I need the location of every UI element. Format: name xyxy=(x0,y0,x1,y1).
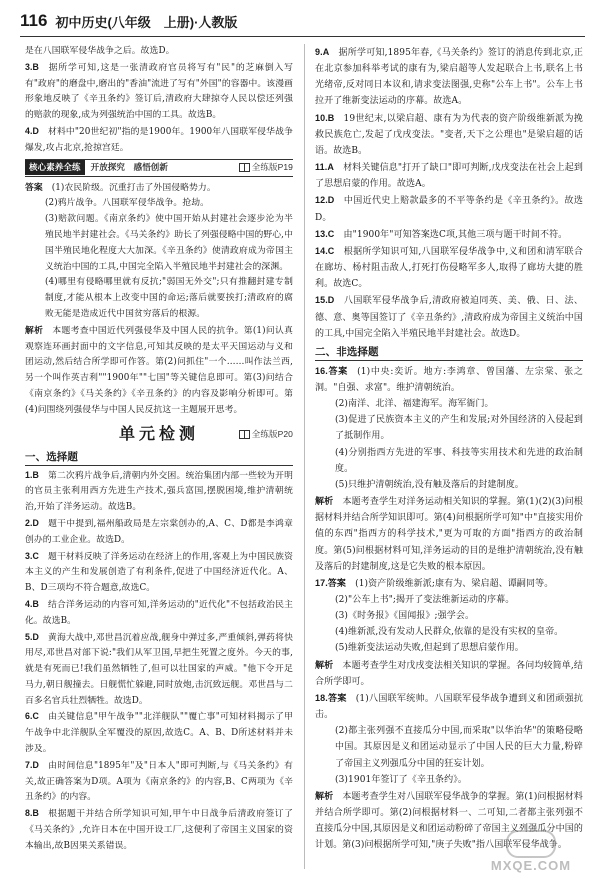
item-text: 题干材料反映了洋务运动在经济上的作用,客观上为中国民族资本主义的产生和发展创造了有利条件,促进了中国经济近代化。A、B、D三项均不符合题意,故选C。 xyxy=(25,551,293,594)
answer-item xyxy=(25,180,293,197)
watermark-logo-icon xyxy=(506,830,556,858)
item-number: 17.答案 xyxy=(315,577,347,588)
item-text: 材料关键信息"打开了缺口"即可判断,戊戌变法在社会上起到了思想启蒙的作用。故选A。 xyxy=(315,163,583,190)
item-text: (1)资产阶级维新派;康有为、梁启超、谭嗣同等。 xyxy=(355,578,554,589)
item-text: 据所学可知,这是一张清政府官员将写有"民"的芝麻倒入写有"政府"的磨盘中,磨出的"香油"流进了写有"外国"的容器中。该漫画形象地反映了《辛丑条约》签订后,清政府大肆掠夺人民以偿还列强的赔款的现象,成为列强统治中国的工具。故选B。 xyxy=(25,62,293,121)
banner-subtitle: 开放探究 感悟创新 xyxy=(90,161,169,172)
header-rule xyxy=(20,36,585,37)
left-column xyxy=(25,44,293,855)
item-number: 15.D xyxy=(315,295,335,306)
item-number: 3.B xyxy=(25,61,39,72)
item-text: 是在八国联军侵华战争之后。故选D。 xyxy=(25,46,175,56)
item-number: 6.C xyxy=(25,711,39,722)
item-number: 解析 xyxy=(315,496,334,507)
answer-item xyxy=(25,124,293,157)
answer-item xyxy=(25,323,293,419)
item-text: (3)1901年签订了《辛丑条约》。 xyxy=(335,774,467,785)
watermark xyxy=(476,829,586,873)
answer-item xyxy=(315,292,583,341)
answer-item xyxy=(25,758,293,806)
item-number: 5.D xyxy=(25,631,39,642)
item-text: (4)维新派,没有发动人民群众,依靠的是没有实权的皇帝。 xyxy=(335,627,564,638)
answer-item xyxy=(315,159,583,192)
item-number: 2.D xyxy=(25,517,39,528)
answer-item xyxy=(315,493,583,575)
item-text: 本题考查学生对八国联军侵华战争的掌握。第(1)问根据材料并结合所学即可。第(2)问根据材料一、二可知,二者都主张列强不直接瓜分中国,其原因是义和团运动粉碎了帝国主义列强瓜分中国的计划。第(3)问根据所学可知,"庚子失败"指八国联军侵华战争。 xyxy=(315,791,583,851)
item-number: 4.B xyxy=(25,598,39,609)
answer-item xyxy=(315,110,583,159)
answer-item xyxy=(315,192,583,225)
item-text: (5)只维护清朝统治,没有触及落后的封建制度。 xyxy=(335,479,524,490)
item-text: (2)鸦片战争。八国联军侵华战争。抢劫。 xyxy=(45,198,210,209)
answer-item xyxy=(315,690,583,723)
item-text: 由时间信息"1895年"及"日本人"即可判断,与《马关条约》有关,故正确答案为D项。A项为《南京条约》的内容,B、C两项为《辛丑条约》的内容。 xyxy=(25,760,293,803)
core-literacy-banner xyxy=(25,159,293,177)
banner-ref-text: 全练版P19 xyxy=(251,161,293,172)
unit-ref-text: 全练版P20 xyxy=(251,428,293,439)
item-text: (4)分别指西方先进的军事、科技等实用技术和先进的政治制度。 xyxy=(335,447,583,474)
item-number: 答案 xyxy=(25,181,43,192)
answer-item xyxy=(25,275,293,322)
item-number: 1.B xyxy=(25,469,39,480)
answer-item xyxy=(315,363,583,396)
answer-item xyxy=(315,723,583,771)
item-number: 12.D xyxy=(315,195,335,206)
item-number: 18.答案 xyxy=(315,692,347,703)
book-icon xyxy=(239,163,250,172)
item-text: 题干中提到,福州船政局是左宗棠创办的,A、C、D都是李鸿章创办的工业企业。故选D。 xyxy=(25,518,293,545)
item-number: 11.A xyxy=(315,162,334,173)
page-header xyxy=(20,6,585,36)
answer-item xyxy=(315,396,583,412)
item-text: 根据所学知识可知,八国联军侵华战争中,义和团和清军联合在廊坊、杨村阻击敌人,打死打伤侵略军多人,取得了廊坊大捷的胜利。故选C。 xyxy=(315,246,583,290)
choice-answers-left xyxy=(25,468,293,855)
item-text: (2)南洋、北洋、福建海军。海军衙门。 xyxy=(335,399,494,410)
item-number: 13.C xyxy=(315,228,335,239)
item-text: 中国近代史上赔款最多的不平等条约是《辛丑条约》。故选D。 xyxy=(315,196,583,223)
item-text: (2)"公车上书";揭开了变法维新运动的序幕。 xyxy=(335,595,515,605)
answer-item xyxy=(315,243,583,292)
answer-item xyxy=(315,44,583,110)
section-heading-choice: 一、选择题 xyxy=(25,449,293,466)
item-text: 由"1900年"可知答案选C项,其他三项与题干时间不符。 xyxy=(343,229,568,240)
item-number: 14.C xyxy=(315,245,335,256)
answer-item xyxy=(315,592,583,608)
answer-item xyxy=(315,772,583,788)
core-literacy-answer xyxy=(25,180,293,419)
answer-item xyxy=(25,709,293,757)
banner-reference xyxy=(239,160,293,176)
answer-item xyxy=(25,60,293,124)
item-text: 结合洋务运动的内容可知,洋务运动的"近代化"不包括政治民主化。故选B。 xyxy=(25,599,293,626)
item-number: 解析 xyxy=(25,324,44,335)
item-number: 8.B xyxy=(25,808,39,819)
book-title: 初中历史(八年级 上册)·人教版 xyxy=(55,14,238,30)
answer-item xyxy=(25,806,293,854)
item-number: 7.D xyxy=(25,759,39,770)
answer-item xyxy=(25,212,293,275)
item-text: 根据题干并结合所学知识可知,甲午中日战争后清政府签订了《马关条约》,允许日本在中国开设工厂,这便利了帝国主义国家的资本输出,故B因果关系错误。 xyxy=(25,809,293,851)
item-text: (3)《时务报》《国闻报》;强学会。 xyxy=(335,611,475,622)
item-text: 第二次鸦片战争后,清朝内外交困。统治集团内部一些较为开明的官员主张利用西方先进生产技术,强兵富国,摆脱困境,维护清朝统治,开始了洋务运动。故选B。 xyxy=(25,470,293,513)
item-text: (5)维新变法运动失败,但起到了思想启蒙作用。 xyxy=(335,643,524,654)
item-text: (1)农民阶级。沉重打击了外国侵略势力。 xyxy=(51,182,216,193)
answer-item xyxy=(25,630,293,710)
item-text: (3)促进了民族资本主义的产生和发展;对外国经济的入侵起到了抵制作用。 xyxy=(335,415,583,442)
item-number: 9.A xyxy=(315,47,330,57)
unit-title: 单元检测 xyxy=(118,425,199,443)
column-divider xyxy=(304,44,305,869)
item-text: 八国联军侵华战争后,清政府被迫同英、美、俄、日、法、德、意、奥等国签订了《辛丑条约》,清政府成为帝国主义统治中国的工具,中国完全陷入半殖民地半封建社会。故选D。 xyxy=(315,296,583,339)
choice-answers-right xyxy=(315,44,583,342)
item-text: 据所学可知,1895年春,《马关条约》签订的消息传到北京,正在北京参加科举考试的康有为,梁启超等人发起联合上书,联名上书光绪帝,反对同日本议和,请求变法图强,史称"公车上书"。公车上书拉开了维新变法运动的序幕。故选A。 xyxy=(315,48,583,107)
item-number: 3.C xyxy=(25,550,39,561)
answer-item xyxy=(25,468,293,516)
answer-item xyxy=(315,624,583,640)
left-lines xyxy=(25,44,293,157)
answer-item xyxy=(315,445,583,477)
right-column xyxy=(315,44,583,854)
item-text: 本题考查学生对戊戌变法相关知识的掌握。各问均较简单,结合所学即可。 xyxy=(315,660,584,687)
item-text: (3)赔款问题。《南京条约》使中国开始从封建社会逐步沦为半殖民地半封建社会。《马关条约》助长了列强侵略中国的野心,中国半殖民地化程度大大加深。《辛丑条约》使清政府成为帝国主义统治中国的工具,中国完全陷入半殖民地半封建社会的深渊。 xyxy=(45,214,293,272)
section-heading-nonchoice: 二、非选择题 xyxy=(315,344,583,361)
item-number: 16.答案 xyxy=(315,365,349,376)
item-text: 19世纪末,以梁启超、康有为为代表的资产阶级维新派为挽救民族危亡,发起了戊戌变法。"变者,天下之公理也"是梁启超的话语。故选B。 xyxy=(315,113,583,156)
answer-item xyxy=(315,412,583,444)
item-text: (1)八国联军统帅。八国联军侵华战争遭到义和团顽强抗击。 xyxy=(315,693,583,721)
item-text: (1)中央:奕䜣。地方:李鸿章、曾国藩、左宗棠、张之洞。"自强、求富"。维护清朝统治。 xyxy=(315,366,583,393)
watermark-text: MXQE.COM xyxy=(490,857,572,873)
answer-item xyxy=(315,640,583,656)
answer-item xyxy=(315,657,583,690)
answer-item xyxy=(315,226,583,243)
item-text: (4)哪里有侵略哪里就有反抗;"弱国无外交";只有推翻封建专制制度,才能从根本上改变中国的命运;落后就要挨打;清政府的腐败无能是造成近代中国贫穷落后的根源。 xyxy=(45,277,293,319)
item-number: 解析 xyxy=(315,659,334,670)
answer-item xyxy=(25,196,293,212)
book-icon xyxy=(239,430,250,439)
item-number: 解析 xyxy=(315,790,334,801)
item-text: 本题考查中国近代列强侵华及中国人民的抗争。第(1)问认真观察连环画封面中的文字信息,可知其反映的是太平天国运动与义和团运动,然后结合所学即可作答。第(2)问抓住"一个……叫作法兰西,另一个叫作英吉利""1900年""七国"等关键信息即可。第(3)问结合《南京条约》《马关条约》《辛丑条约》的内容及影响分析即可。第(4)问围绕列强侵华与中国人民反抗这一主题展开思考。 xyxy=(25,325,293,415)
answer-item xyxy=(25,597,293,630)
answer-item xyxy=(25,44,293,60)
unit-reference xyxy=(239,427,293,443)
item-text: 黄海大战中,邓世昌沉着应战,舰身中弹过多,严重倾斜,弹药将快用尽,邓世昌对部下说:"我们从军卫国,早把生死置之度外。今天的事,就是有死而已!我们虽然牺牲了,但可以壮国家的声威。"他下令开足马力,朝日舰撞去。日舰慌忙躲避,同时放炮,击沉致远舰。邓世昌与二百多名官兵壮烈牺牲。故选D。 xyxy=(25,632,293,706)
item-text: (2)都主张列强不直接瓜分中国,而采取"以华治华"的策略侵略中国。其原因是义和团运动显示了中国人民的巨大力量,粉碎了帝国主义列强瓜分中国的狂妄计划。 xyxy=(335,726,583,769)
answer-item xyxy=(315,477,583,493)
item-number: 10.B xyxy=(315,112,335,123)
item-number: 4.D xyxy=(25,125,39,136)
unit-test-heading xyxy=(25,423,293,447)
item-text: 由关键信息"甲午战争""北洋舰队""覆亡事"可知材料揭示了甲午战争中北洋舰队全军覆没的原因,故选C。A、B、D所述材料并未涉及。 xyxy=(25,712,293,755)
nonchoice-answers xyxy=(315,363,583,854)
answer-item xyxy=(315,608,583,624)
item-text: 本题考查学生对洋务运动相关知识的掌握。第(1)(2)(3)问根据材料并结合所学知识即可。第(4)问根据所学可知"中"直接实用价值的东西"指西方的科学技术,"更为可取的方面"指西方的政治制度。第(5)问根据材料可知,洋务运动的目的是维护清朝统治,没有触及落后的封建制度,这是它失败的根本原因。 xyxy=(315,497,583,572)
answer-item xyxy=(315,575,583,592)
answer-item xyxy=(25,516,293,549)
page-number: 116 xyxy=(20,11,48,30)
answer-item xyxy=(25,549,293,597)
banner-label: 核心素养全练 xyxy=(25,160,85,175)
item-text: 材料中"20世纪初"指的是1900年。1900年八国联军侵华战争爆发,攻占北京,抢掠宫廷。 xyxy=(25,126,293,153)
